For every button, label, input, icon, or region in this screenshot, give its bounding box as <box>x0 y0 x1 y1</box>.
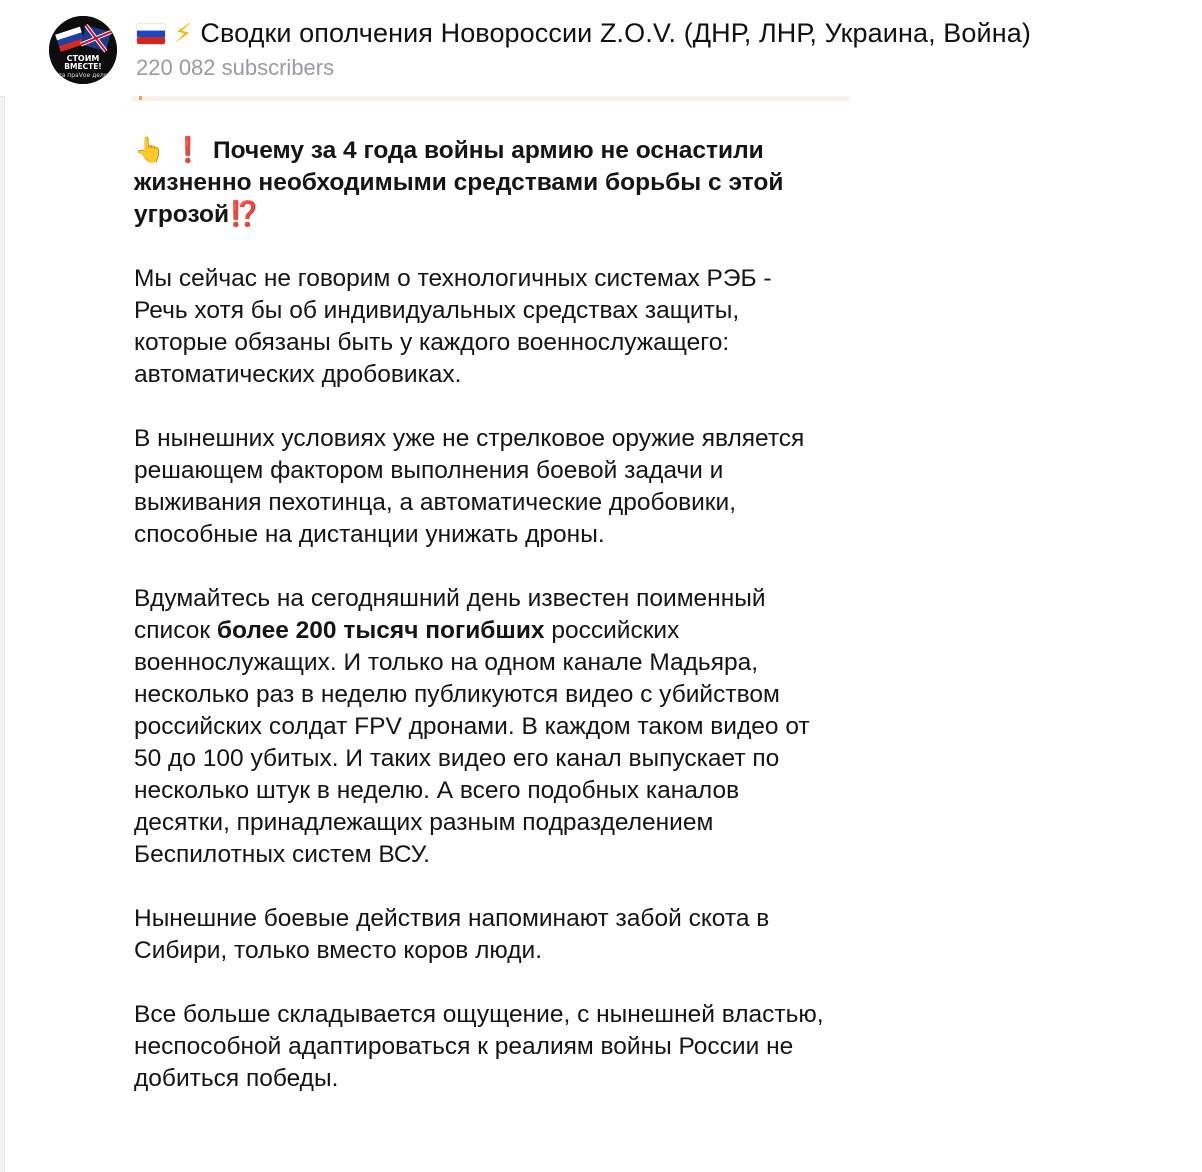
lightning-icon: ⚡ <box>174 18 193 48</box>
interrobang-icon: ⁉️ <box>229 201 260 228</box>
post-paragraph-5: Все больше складывается ощущение, с нынешней властью, неспособной адаптироваться к реалиям войны России не добиться победы. <box>134 1001 824 1092</box>
post-paragraph-3-bold: более 200 тысяч погибших <box>216 617 545 644</box>
previous-message-accent <box>139 96 142 100</box>
russia-flag-icon <box>136 19 166 53</box>
avatar-text-bottom: za праVое дело <box>58 72 108 79</box>
exclamation-icon: ❗ <box>172 137 204 164</box>
post-paragraph-2: В нынешних условиях уже не стрелковое оружие является решающем фактором выполнения боевой задачи и выживания пехотинца, а автоматические дробовики, способные на дистанции унижать дроны. <box>134 425 805 548</box>
post-paragraph-1: Мы сейчас не говорим о технологичных системах РЭБ - Речь хотя бы об индивидуальных средствах защиты, которые обязаны быть у каждого военнослужащего: автоматических дробовиках. <box>134 265 772 388</box>
post-paragraph-3-start: Вдумайтесь на сегодняшний день известен поименный список <box>134 585 766 644</box>
post-headline <box>134 135 824 231</box>
channel-title[interactable] <box>136 16 1031 53</box>
subscriber-count: 220 082 subscribers <box>136 55 335 80</box>
post-paragraph-3 <box>134 583 824 871</box>
channel-title-text: Сводки ополчения Новороссии Z.O.V. (ДНР, ЛНР, Украина, Война) <box>200 18 1031 48</box>
previous-message-edge <box>131 96 849 101</box>
pointing-up-icon: 👆 <box>134 137 165 164</box>
post-headline-text: Почему за 4 года войны армию не оснастили жизненно необходимыми средствами борьбы с этой угрозой <box>134 137 784 228</box>
avatar-text-mid: ВМЕСТЕ! <box>64 62 102 71</box>
post-paragraph-4: Нынешние боевые действия напоминают забой скота в Сибири, только вместо коров люди. <box>134 905 770 964</box>
avatar-image <box>49 16 117 84</box>
post-paragraph-3-end: российских военнослужащих. И только на одном канале Мадьяра, несколько раз в неделю публикуются видео с убийством российских солдат FPV дронами. В каждом таком видео от 50 до 100 убитых. И таких видео его канал выпускает по несколько штук в неделю. А всего подобных каналов десятки, принадлежащих разным подразделением Беспилотных систем ВСУ. <box>134 617 810 868</box>
channel-avatar[interactable] <box>49 16 117 84</box>
post-message <box>134 135 824 1127</box>
avatar-text-top: СТОИМ <box>66 54 100 63</box>
channel-header <box>0 0 1202 97</box>
